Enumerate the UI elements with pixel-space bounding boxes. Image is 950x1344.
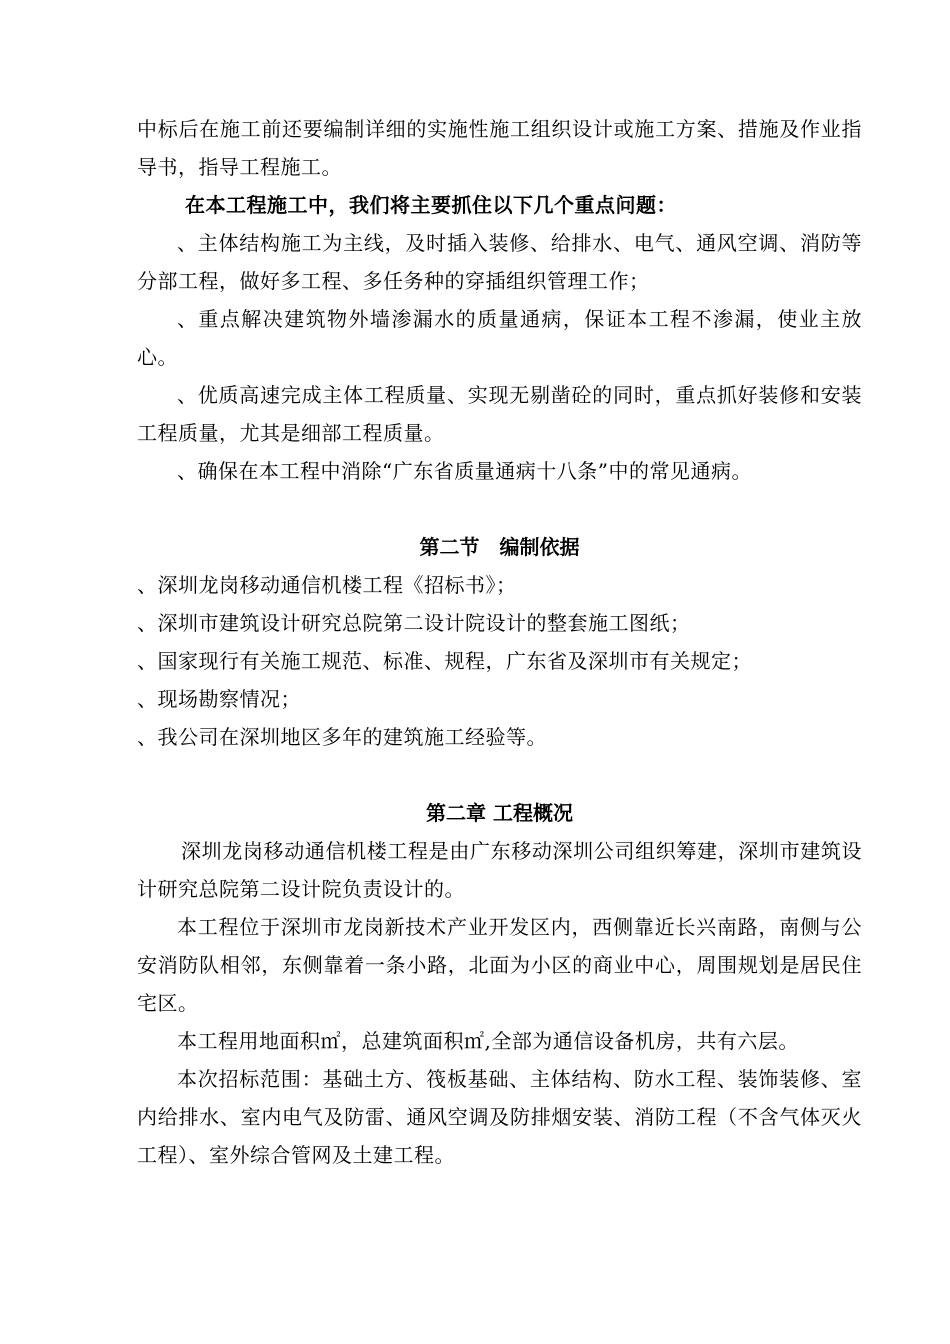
overview-paragraph-2: 本工程位于深圳市龙岗新技术产业开发区内，西侧靠近长兴南路，南侧与公安消防队相邻，东侧靠着一条小路，北面为小区的商业中心，周围规划是居民住宅区。 xyxy=(137,915,862,1015)
key-point-4: 、确保在本工程中消除“广东省质量通病十八条”中的常见通病。 xyxy=(177,459,752,483)
basis-item-3: 、国家现行有关施工规范、标准、规程，广东省及深圳市有关规定； xyxy=(137,649,752,673)
overview-paragraph-3: 本工程用地面积㎡，总建筑面积㎡,全部为通信设备机房，共有六层。 xyxy=(177,1029,799,1053)
spacer xyxy=(137,490,862,528)
basis-item-2: 、深圳市建筑设计研究总院第二设计院设计的整套施工图纸； xyxy=(137,611,691,635)
key-point-2: 、重点解决建筑物外墙渗漏水的质量通病，保证本工程不渗漏，使业主放心。 xyxy=(137,307,862,369)
intro-paragraph: 中标后在施工前还要编制详细的实施性施工组织设计或施工方案、措施及作业指导书，指导工程施工。 xyxy=(137,117,862,179)
overview-paragraph-4: 本次招标范围：基础土方、筏板基础、主体结构、防水工程、装饰装修、室内给排水、室内电气及防雷、通风空调及防排烟安装、消防工程（不含气体灭火工程）、室外综合管网及土建工程。 xyxy=(137,1067,862,1167)
key-points-title: 在本工程施工中，我们将主要抓住以下几个重点问题： xyxy=(185,193,677,217)
spacer xyxy=(137,756,862,794)
section-heading-basis: 第二节 编制依据 xyxy=(419,535,580,559)
key-point-1: 、主体结构施工为主线，及时插入装修、给排水、电气、通风空调、消防等分部工程，做好多工程、多任务种的穿插组织管理工作； xyxy=(137,231,862,293)
basis-item-4: 、现场勘察情况； xyxy=(137,687,301,711)
basis-item-1: 、深圳龙岗移动通信机楼工程《招标书》； xyxy=(137,573,517,597)
basis-list xyxy=(137,566,862,756)
overview-paragraph-1: 深圳龙岗移动通信机楼工程是由广东移动深圳公司组织筹建，深圳市建筑设计研究总院第二设计院负责设计的。 xyxy=(137,839,862,901)
key-point-3: 、优质高速完成主体工程质量、实现无剔凿砼的同时，重点抓好装修和安装工程质量，尤其是细部工程质量。 xyxy=(137,383,862,445)
document-page xyxy=(137,110,862,1174)
chapter-heading-overview: 第二章 工程概况 xyxy=(426,801,573,825)
basis-item-5: 、我公司在深圳地区多年的建筑施工经验等。 xyxy=(137,725,547,749)
